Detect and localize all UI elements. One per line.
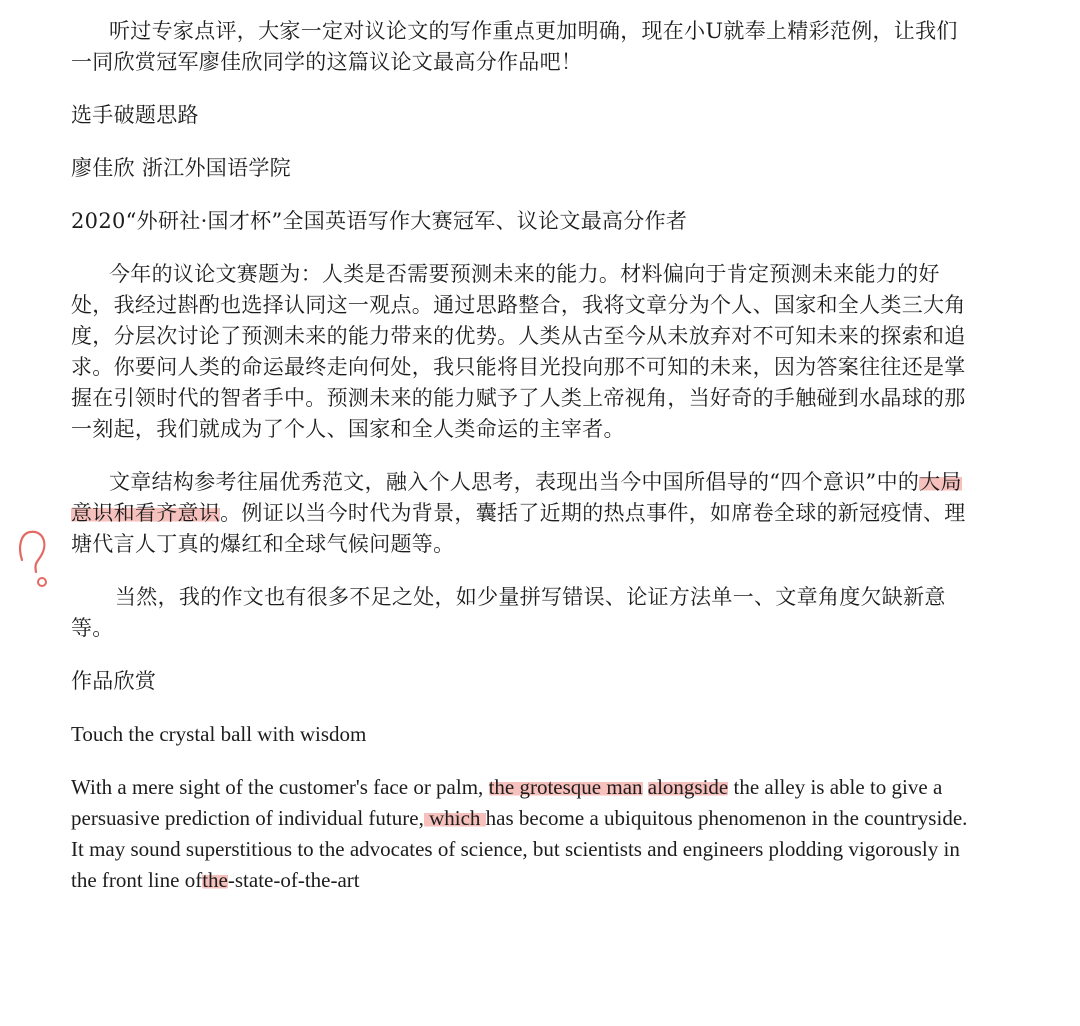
essay-title: Touch the crystal ball with wisdom [71, 722, 367, 746]
essay-paragraph [71, 772, 976, 896]
document-body [71, 16, 976, 896]
essay-text-4: has become a ubiquitous phenomenon in the countryside. It may sound superstitious to the advocates of science, but scientists and engineers plodding vigorously in the front line of [71, 806, 968, 892]
section-heading-work: 作品欣赏 [71, 669, 157, 693]
essay-text-5: -state-of-the-art [227, 868, 360, 892]
essay-text-2 [643, 775, 648, 799]
thinking-paragraph-2 [71, 467, 976, 560]
highlighted-phrase: 大局意识和看齐意识 [71, 470, 962, 525]
thinking-paragraph-1: 今年的议论文赛题为：人类是否需要预测未来的能力。材料偏向于肯定预测未来能力的好处，我经过斟酌也选择认同这一观点。通过思路整合，我将文章分为个人、国家和全人类三大角度，分层次讨论了预测未来的能力带来的优势。人类从古至今从未放弃对不可知未来的探索和追求。你要问人类的命运最终走向何处，我只能将目光投向那不可知的未来，因为答案往往还是掌握在引领时代的智者手中。预测未来的能力赋予了人类上帝视角，当好奇的手触碰到水晶球的那一刻起，我们就成为了个人、国家和全人类命运的主宰者。 [71, 262, 966, 441]
thinking-paragraph-3: 当然，我的作文也有很多不足之处，如少量拼写错误、论证方法单一、文章角度欠缺新意等。 [71, 585, 946, 640]
highlight-alongside: alongside [647, 775, 729, 799]
paragraph-2-text-b: 。例证以当今时代为背景，囊括了近期的热点事件，如席卷全球的新冠疫情、理塘代言人丁真的爆红和全球气候问题等。 [71, 501, 966, 556]
essay-text-3: the alley is able to give a persuasive prediction of individual future, [71, 775, 943, 830]
author-title: 2020“外研社·国才杯”全国英语写作大赛冠军、议论文最高分作者 [71, 209, 688, 233]
highlight-grotesque-man: the grotesque man [488, 775, 643, 799]
highlight-the: the [202, 868, 228, 892]
essay-text-1: With a mere sight of the customer's face or palm, [71, 775, 489, 799]
handwritten-question-mark-annotation [14, 526, 54, 590]
section-heading-thinking: 选手破题思路 [71, 103, 199, 127]
highlight-which: which [423, 806, 486, 830]
paragraph-2-text-a: 文章结构参考往届优秀范文，融入个人思考，表现出当今中国所倡导的“四个意识”中的 [109, 470, 920, 494]
intro-paragraph: 听过专家点评，大家一定对议论文的写作重点更加明确，现在小U就奉上精彩范例，让我们一同欣赏冠军廖佳欣同学的这篇议论文最高分作品吧！ [71, 19, 958, 74]
author-name-school: 廖佳欣 浙江外国语学院 [71, 156, 291, 180]
